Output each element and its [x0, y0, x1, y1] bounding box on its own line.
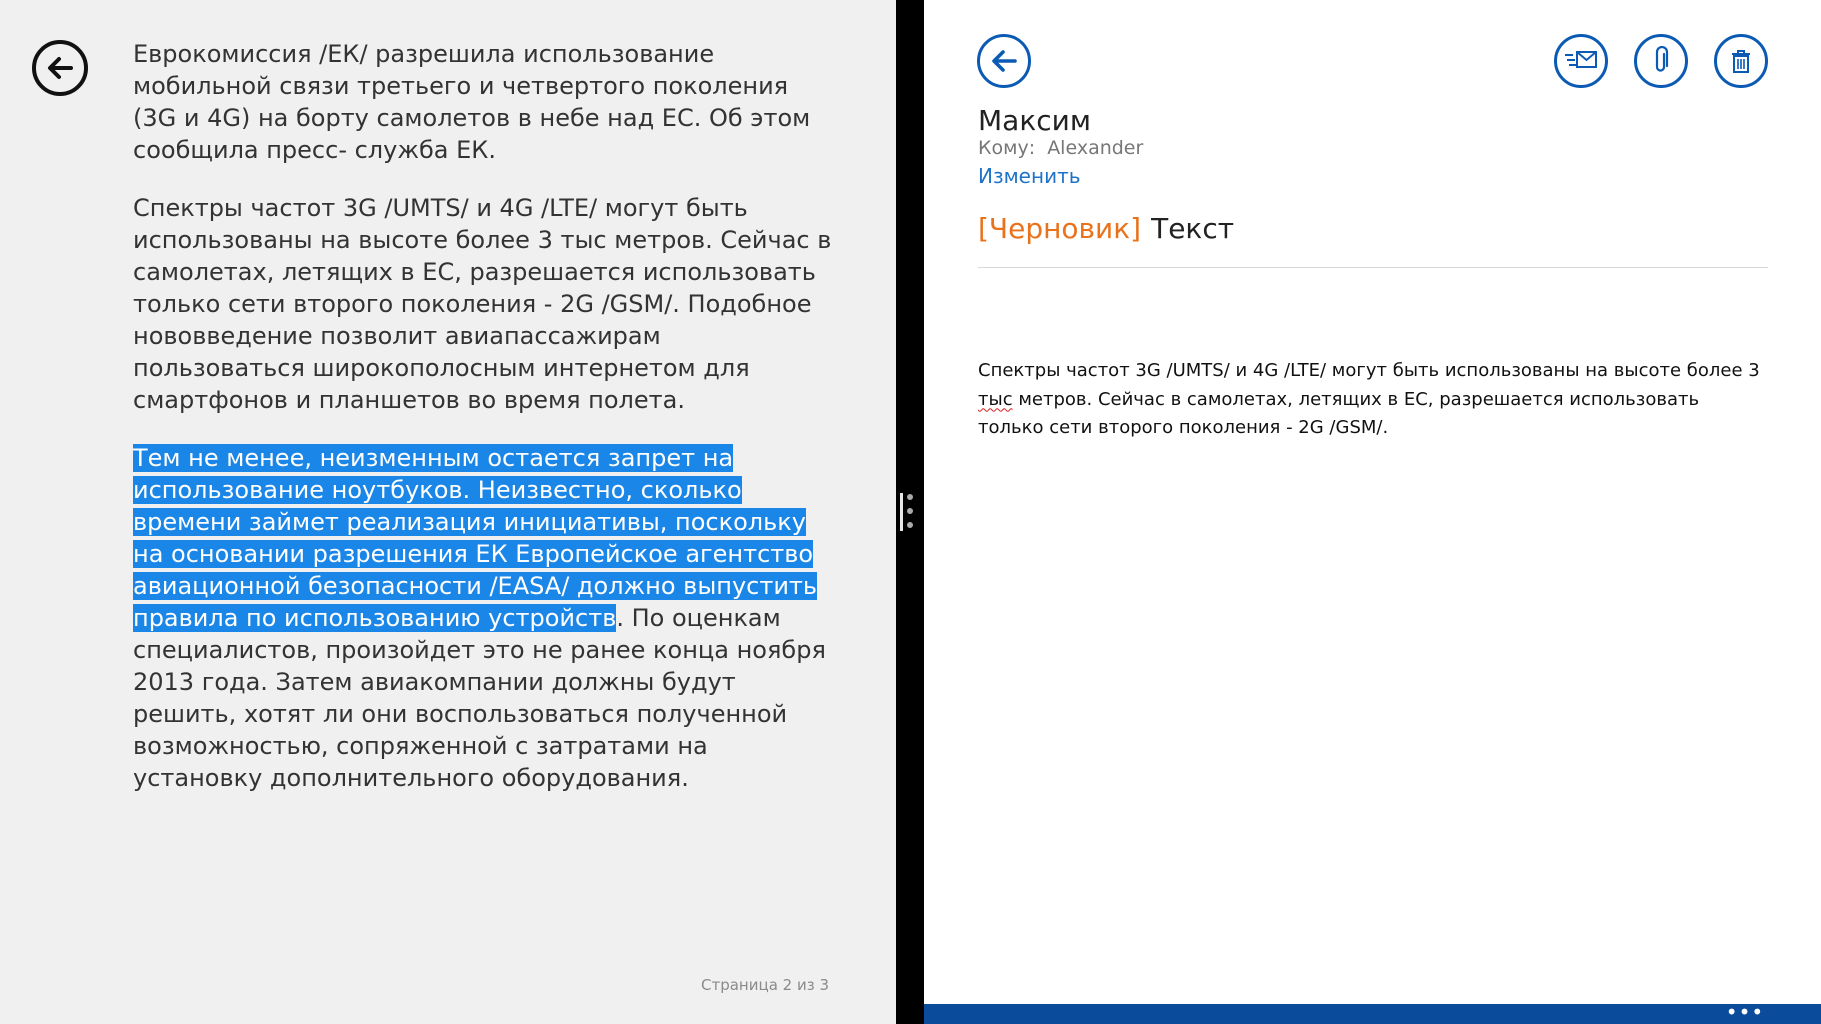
delete-button[interactable]	[1714, 34, 1768, 88]
subject-text: Текст	[1151, 212, 1235, 245]
subject-divider	[978, 267, 1768, 268]
reader-back-button[interactable]	[32, 40, 88, 96]
app-bar[interactable]	[924, 1000, 1821, 1024]
paperclip-icon	[1651, 46, 1671, 76]
change-recipients-link[interactable]: Изменить	[978, 164, 1081, 188]
subject-field[interactable]	[978, 212, 1234, 245]
page-indicator: Страница 2 из 3	[701, 976, 829, 994]
misspelled-word[interactable]: тыс	[978, 388, 1013, 410]
send-mail-icon	[1564, 49, 1598, 73]
article-paragraph	[133, 442, 833, 794]
trash-icon	[1730, 48, 1752, 74]
article-text[interactable]	[133, 38, 833, 820]
message-body[interactable]	[978, 357, 1768, 443]
sender-name: Максим	[978, 104, 1091, 137]
mail-back-button[interactable]	[977, 34, 1031, 88]
reader-pane	[0, 0, 896, 1024]
to-label: Кому:	[978, 137, 1036, 159]
send-button[interactable]	[1554, 34, 1608, 88]
split-handle-dot[interactable]	[907, 494, 913, 500]
article-paragraph: Спектры частот 3G /UMTS/ и 4G /LTE/ могут быть использованы на высоте более 3 тыс метров. Сейчас в самолетах, летящих в ЕС, разрешается использовать только сети второго поколения - 2G /GSM/. Подобное нововведение позволит авиапассажирам пользоваться широкополосным интернетом для смартфонов и планшетов во время полета.	[133, 194, 832, 414]
message-text: метров. Сейчас в самолетах, летящих в ЕС, разрешается использовать только сети второго поколения - 2G /GSM/.	[978, 388, 1700, 438]
mail-compose-pane	[924, 0, 1821, 1024]
recipient-line	[978, 137, 1143, 159]
article-text-run: . По оценкам специалистов, произойдет это не ранее конца ноября 2013 года. Затем авиакомпании должны будут решить, хотят ли они воспользоваться полученной возможностью, сопряженной с затратами на установку дополнительного оборудования.	[133, 604, 826, 792]
message-text: Спектры частот 3G /UMTS/ и 4G /LTE/ могут быть использованы на высоте более 3	[978, 360, 1760, 381]
split-handle-dot[interactable]	[907, 522, 913, 528]
split-handle-dot[interactable]	[907, 508, 913, 514]
split-handle-bar[interactable]	[900, 493, 903, 531]
arrow-left-icon	[45, 53, 75, 83]
draft-label: [Черновик]	[978, 212, 1142, 245]
attach-button[interactable]	[1634, 34, 1688, 88]
recipient-name: Alexander	[1047, 137, 1144, 159]
more-options-button[interactable]: •••	[1725, 1000, 1765, 1024]
text-selection[interactable]: Тем не менее, неизменным остается запрет на использование ноутбуков. Неизвестно, сколько времени займет реализация инициативы, поскольку на основании разрешения ЕК Европейское агентство авиационной безопасности /EASA/ должно выпустить правила по использованию устройств	[133, 444, 818, 632]
article-paragraph: Еврокомиссия /ЕК/ разрешила использование мобильной связи третьего и четвертого поколения (3G и 4G) на борту самолетов в небе над ЕС. Об этом сообщила пресс- служба ЕК.	[133, 40, 811, 164]
arrow-left-icon	[989, 46, 1019, 76]
